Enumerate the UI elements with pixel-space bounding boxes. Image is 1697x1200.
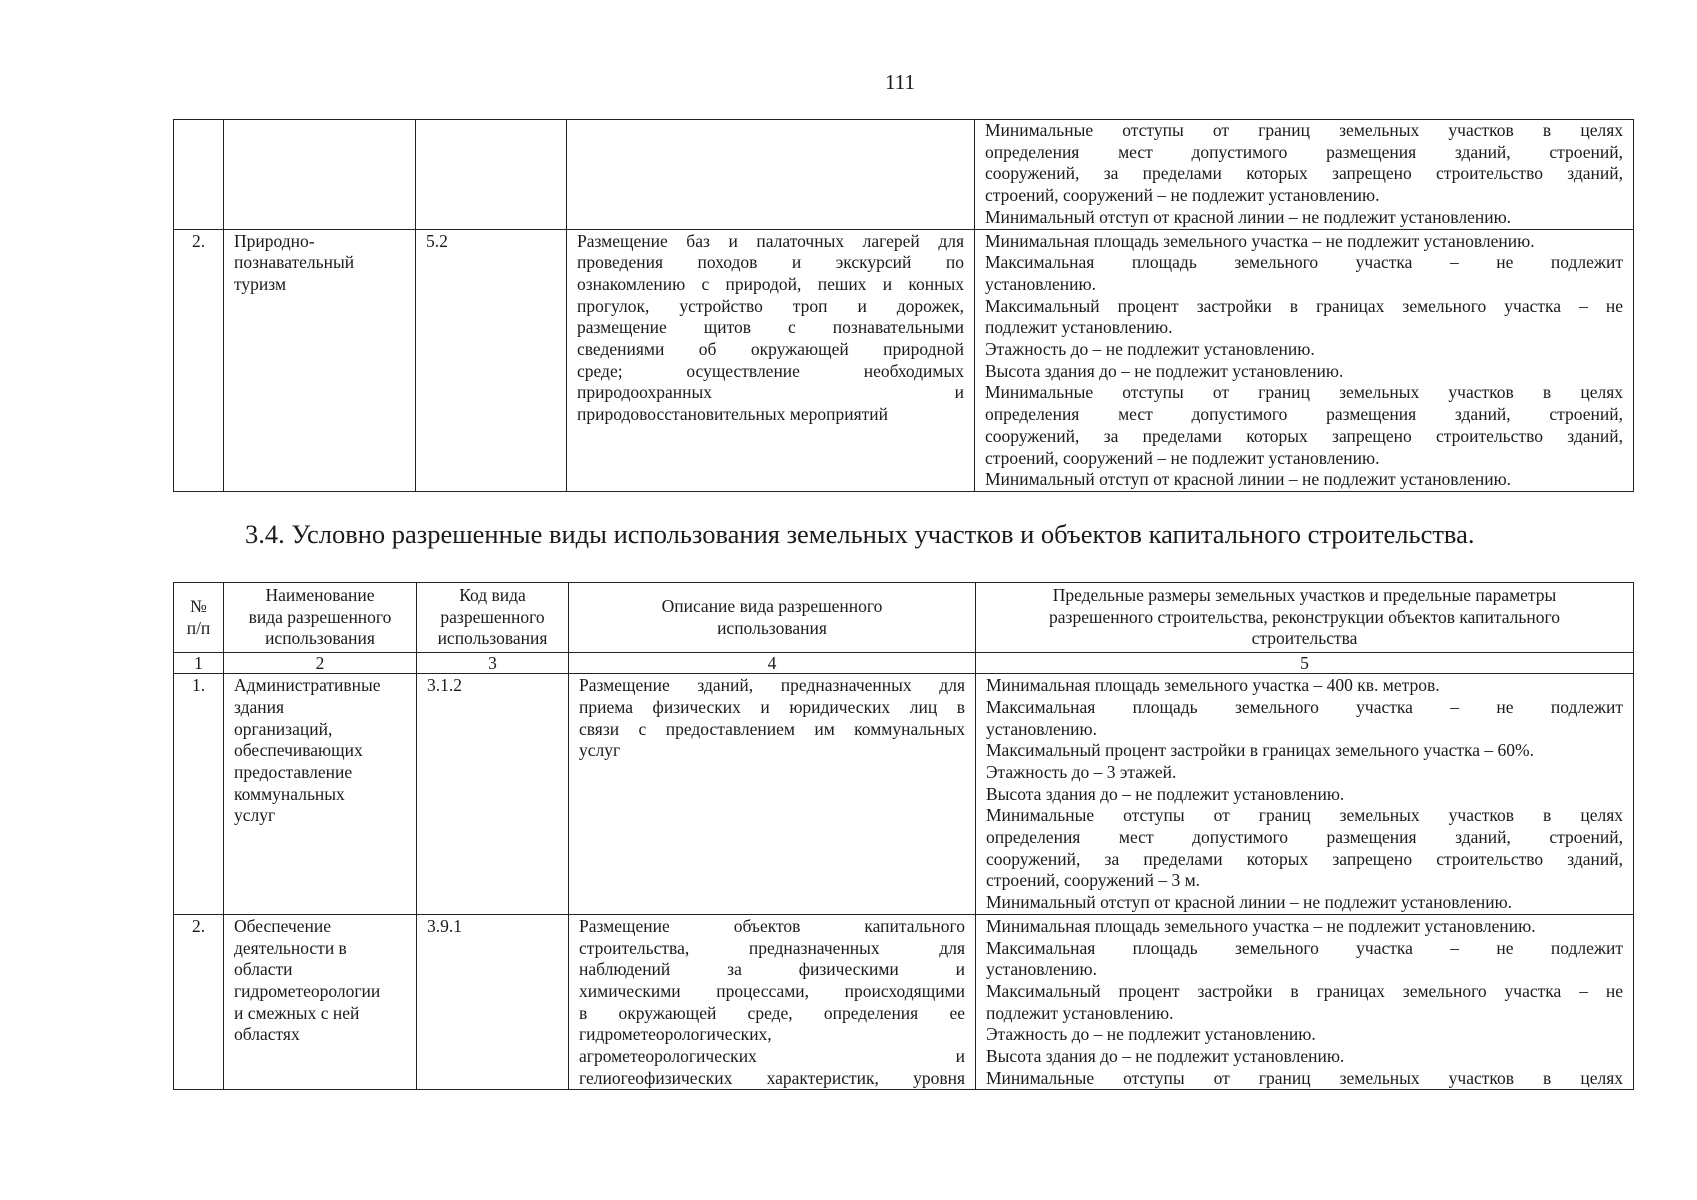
description-line: гидрометеорологических, xyxy=(579,1024,772,1045)
description-line: агрометеорологических и xyxy=(579,1046,965,1067)
description-line: приема физических и юридических лиц в xyxy=(579,696,965,717)
param-line: Максимальная площадь земельного участка – не подлежит xyxy=(986,937,1623,958)
column-number-row xyxy=(174,653,1634,674)
code-cell xyxy=(416,120,567,230)
use-name: Обеспечение деятельности в области гидрометеорологии и смежных с ней областях xyxy=(224,914,417,1090)
param-line: Минимальный отступ от красной линии – не подлежит установлению. xyxy=(986,892,1513,913)
description-line: строительства, предназначенных для xyxy=(579,937,965,958)
use-name: Природно- познавательный туризм xyxy=(224,229,416,491)
param-line: Этажность до – 3 этажей. xyxy=(986,761,1177,782)
param-line: подлежит установлению. xyxy=(986,1002,1174,1023)
header-num: № п/п xyxy=(174,583,224,653)
description-line: связи с предоставлением им коммунальных xyxy=(579,718,965,739)
param-line: строений, сооружений – не подлежит установлению. xyxy=(985,185,1380,206)
use-description xyxy=(567,229,975,491)
row-number: 1. xyxy=(174,674,224,915)
param-line: Высота здания до – не подлежит установлению. xyxy=(986,783,1345,804)
use-code: 3.1.2 xyxy=(417,674,569,915)
param-line: Максимальная площадь земельного участка – не подлежит xyxy=(986,696,1623,717)
section-heading: 3.4. Условно разрешенные виды использования земельных участков и объектов капитального строительства. xyxy=(245,519,1475,549)
page-number: 111 xyxy=(885,70,915,94)
params-cell xyxy=(975,120,1634,230)
description-line: прогулок, устройство троп и дорожек, xyxy=(577,295,964,316)
conditional-land-use-table xyxy=(173,582,1634,1090)
param-line: сооружений, за пределами которых запрещено строительство зданий, xyxy=(986,848,1623,869)
use-description xyxy=(569,914,976,1090)
param-line: Минимальный отступ от красной линии – не подлежит установлению. xyxy=(985,206,1512,227)
param-line: Минимальные отступы от границ земельных участков в целях xyxy=(985,120,1623,140)
column-number: 3 xyxy=(417,653,569,674)
param-line: Минимальный отступ от красной линии – не подлежит установлению. xyxy=(985,469,1512,490)
column-number: 4 xyxy=(569,653,976,674)
header-name: Наименование вида разрешенного использования xyxy=(224,583,417,653)
use-code: 5.2 xyxy=(416,229,567,491)
description-line: сведениями об окружающей природной xyxy=(577,339,964,360)
param-line: строений, сооружений – 3 м. xyxy=(986,870,1201,891)
param-line: установлению. xyxy=(986,959,1097,980)
param-line: Высота здания до – не подлежит установлению. xyxy=(985,360,1344,381)
param-line: Минимальная площадь земельного участка – не подлежит установлению. xyxy=(985,230,1535,251)
use-params xyxy=(975,229,1634,491)
name-cell xyxy=(224,120,416,230)
param-line: Максимальная площадь земельного участка – не подлежит xyxy=(985,252,1623,273)
row-number: 2. xyxy=(174,914,224,1090)
table-row xyxy=(174,674,1634,915)
table-row xyxy=(174,229,1634,491)
description-line: Размещение баз и палаточных лагерей для xyxy=(577,230,964,251)
use-code: 3.9.1 xyxy=(417,914,569,1090)
use-params xyxy=(976,914,1634,1090)
header-description: Описание вида разрешенного использования xyxy=(569,583,976,653)
param-line: определения мест допустимого размещения зданий, строений, xyxy=(985,141,1623,162)
description-line: в окружающей среде, определения ее xyxy=(579,1002,965,1023)
description-line: услуг xyxy=(579,740,621,761)
description-line: природоохранных и xyxy=(577,382,964,403)
description-line: среде; осуществление необходимых xyxy=(577,360,964,381)
param-line: Максимальный процент застройки в границах земельного участка – не xyxy=(985,295,1623,316)
param-line: определения мест допустимого размещения зданий, строений, xyxy=(986,827,1623,848)
column-number: 2 xyxy=(224,653,417,674)
param-line: Максимальный процент застройки в границах земельного участка – не xyxy=(986,980,1623,1001)
column-number: 5 xyxy=(976,653,1634,674)
table-row xyxy=(174,120,1634,230)
param-line: установлению. xyxy=(985,273,1096,294)
param-line: подлежит установлению. xyxy=(985,317,1173,338)
table-header-row xyxy=(174,583,1634,653)
description-line: ознакомлению с природой, пеших и конных xyxy=(577,273,964,294)
param-line: Минимальная площадь земельного участка – 400 кв. метров. xyxy=(986,675,1440,696)
description-line: проведения походов и экскурсий по xyxy=(577,252,964,273)
param-line: установлению. xyxy=(986,718,1097,739)
param-line: Высота здания до – не подлежит установлению. xyxy=(986,1046,1345,1067)
param-line: Этажность до – не подлежит установлению. xyxy=(986,1024,1316,1045)
column-number: 1 xyxy=(174,653,224,674)
description-line: природовосстановительных мероприятий xyxy=(577,404,888,425)
description-line: размещение щитов с познавательными xyxy=(577,317,964,338)
param-line: Этажность до – не подлежит установлению. xyxy=(985,339,1315,360)
use-name: Административные здания организаций, обеспечивающих предоставление коммунальных услуг xyxy=(224,674,417,915)
description-line: химическими процессами, происходящими xyxy=(579,980,965,1001)
row-number: 2. xyxy=(174,229,224,491)
use-description xyxy=(569,674,976,915)
description-line: Размещение объектов капитального xyxy=(579,915,965,936)
param-line: Минимальные отступы от границ земельных участков в целях xyxy=(985,382,1623,403)
use-params xyxy=(976,674,1634,915)
description-line: гелиогеофизических характеристик, уровня xyxy=(579,1067,965,1088)
param-line: сооружений, за пределами которых запрещено строительство зданий, xyxy=(985,425,1623,446)
param-line: Максимальный процент застройки в границах земельного участка – 60%. xyxy=(986,740,1535,761)
description-line: наблюдений за физическими и xyxy=(579,959,965,980)
description-line: Размещение зданий, предназначенных для xyxy=(579,675,965,696)
param-line: определения мест допустимого размещения зданий, строений, xyxy=(985,404,1623,425)
num-cell xyxy=(174,120,224,230)
param-line: Минимальные отступы от границ земельных участков в целях xyxy=(986,1067,1623,1088)
param-line: сооружений, за пределами которых запрещено строительство зданий, xyxy=(985,163,1623,184)
param-line: строений, сооружений – не подлежит установлению. xyxy=(985,447,1380,468)
land-use-table-continuation xyxy=(173,119,1634,492)
description-cell xyxy=(567,120,975,230)
param-line: Минимальные отступы от границ земельных участков в целях xyxy=(986,805,1623,826)
table-row xyxy=(174,914,1634,1090)
header-params: Предельные размеры земельных участков и предельные параметры разрешенного строительства, реконструкции объектов капитального строительства xyxy=(976,583,1634,653)
param-line: Минимальная площадь земельного участка – не подлежит установлению. xyxy=(986,915,1536,936)
header-code: Код вида разрешенного использования xyxy=(417,583,569,653)
